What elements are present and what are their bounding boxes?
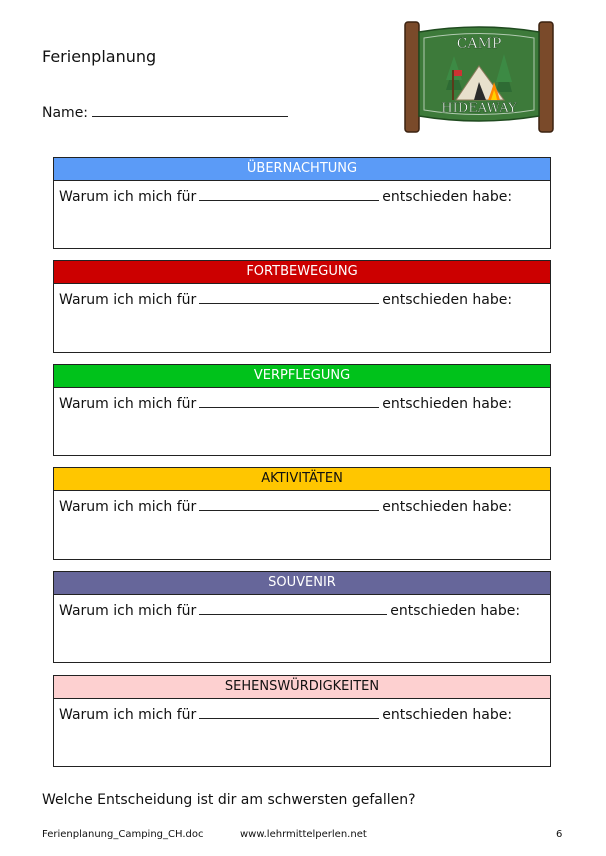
footer-website: www.lehrmittelperlen.net	[240, 829, 367, 840]
logo-top-text: CAMP	[456, 36, 502, 52]
closing-question: Welche Entscheidung ist dir am schwersten gefallen?	[42, 792, 416, 808]
logo-bottom-text: HIDEAWAY	[441, 101, 517, 116]
section-prefix: Warum ich mich für	[59, 707, 197, 723]
section-heading: SOUVENIR	[54, 572, 550, 595]
name-field	[42, 102, 288, 121]
section-body[interactable]	[54, 491, 550, 521]
name-label: Name:	[42, 105, 89, 121]
section-prefix: Warum ich mich für	[59, 189, 197, 205]
section-prefix: Warum ich mich für	[59, 396, 197, 412]
section-suffix: entschieden habe:	[382, 707, 513, 723]
camp-hideaway-logo	[404, 20, 554, 134]
section-body[interactable]	[54, 284, 550, 314]
answer-blank-line[interactable]	[199, 601, 387, 615]
section-heading: FORTBEWEGUNG	[54, 261, 550, 284]
answer-blank-line[interactable]	[199, 290, 379, 304]
section-souvenir	[53, 571, 551, 663]
section-body[interactable]	[54, 595, 550, 625]
section-prefix: Warum ich mich für	[59, 499, 197, 515]
section-prefix: Warum ich mich für	[59, 603, 197, 619]
section-suffix: entschieden habe:	[390, 603, 521, 619]
section-suffix: entschieden habe:	[382, 499, 513, 515]
answer-blank-line[interactable]	[199, 394, 379, 408]
right-post	[539, 22, 553, 132]
footer-page-number: 6	[556, 829, 563, 840]
section-suffix: entschieden habe:	[382, 396, 513, 412]
section-prefix: Warum ich mich für	[59, 292, 197, 308]
answer-blank-line[interactable]	[199, 497, 379, 511]
answer-blank-line[interactable]	[199, 187, 379, 201]
section-sehenswuerdigkeiten	[53, 675, 551, 767]
answer-blank-line[interactable]	[199, 705, 379, 719]
section-uebernachtung	[53, 157, 551, 249]
section-fortbewegung	[53, 260, 551, 353]
section-suffix: entschieden habe:	[382, 189, 513, 205]
section-aktivitaeten	[53, 467, 551, 560]
name-blank-line[interactable]	[92, 102, 288, 117]
section-heading: AKTIVITÄTEN	[54, 468, 550, 491]
section-heading: ÜBERNACHTUNG	[54, 158, 550, 181]
footer-filename: Ferienplanung_Camping_CH.doc	[42, 829, 204, 840]
section-suffix: entschieden habe:	[382, 292, 513, 308]
section-heading: SEHENSWÜRDIGKEITEN	[54, 676, 550, 699]
section-body[interactable]	[54, 699, 550, 729]
section-body[interactable]	[54, 181, 550, 211]
page-title: Ferienplanung	[42, 47, 157, 66]
section-body[interactable]	[54, 388, 550, 418]
left-post	[405, 22, 419, 132]
section-verpflegung	[53, 364, 551, 456]
section-heading: VERPFLEGUNG	[54, 365, 550, 388]
